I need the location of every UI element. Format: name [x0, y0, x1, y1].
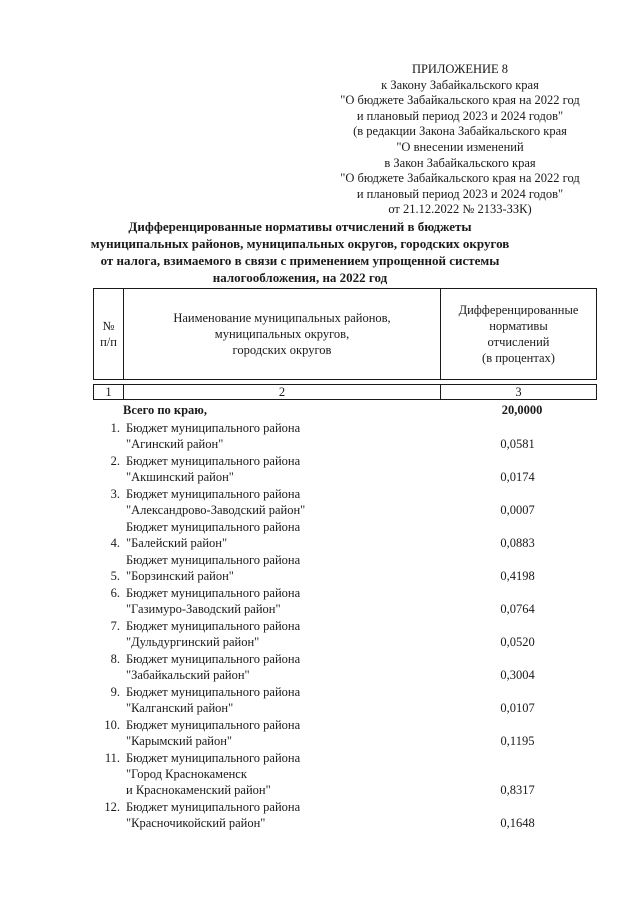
row-name-line: "Дульдургинский район"	[126, 635, 260, 649]
row-name	[126, 519, 436, 551]
table-row	[93, 684, 597, 716]
appendix-line: и плановый период 2023 и 2024 годов"	[356, 186, 564, 201]
table-row	[93, 453, 597, 485]
row-value: 0,1195	[500, 734, 535, 748]
column-numbering-row	[93, 384, 597, 400]
appendix-line: в Закон Забайкальского края	[384, 155, 536, 170]
row-value: 0,1648	[500, 816, 535, 830]
appendix-line: и плановый период 2023 и 2024 годов"	[356, 108, 564, 123]
header-text: нормативы	[489, 319, 548, 333]
row-name-line: "Газимуро-Заводский район"	[126, 602, 281, 616]
row-name-line: Бюджет муниципального района	[126, 487, 301, 501]
header-text: муниципальных округов,	[214, 327, 350, 341]
row-name-line: Бюджет муниципального района	[126, 520, 301, 534]
appendix-line: к Закону Забайкальского края	[381, 77, 539, 92]
table-header	[93, 288, 597, 380]
total-label: Всего по краю,	[123, 403, 207, 417]
row-number: 7.	[110, 619, 120, 633]
header-text: п/п	[100, 335, 117, 349]
row-value: 0,0174	[500, 470, 535, 484]
row-name-line: "Забайкальский район"	[126, 668, 250, 682]
row-number: 3.	[110, 487, 120, 501]
header-text: городских округов	[232, 343, 332, 357]
row-name	[126, 651, 436, 683]
row-name-line: "Агинский район"	[126, 437, 224, 451]
row-name-line: "Балейский район"	[126, 536, 228, 550]
row-value: 0,0764	[500, 602, 535, 616]
row-name-line: "Борзинский район"	[126, 569, 234, 583]
row-name	[126, 420, 436, 452]
row-name-line: "Калганский район"	[126, 701, 234, 715]
row-name	[126, 799, 436, 831]
table-row	[93, 585, 597, 617]
title-line: муниципальных районов, муниципальных округов, городских округов	[90, 236, 510, 251]
row-value: 0,0107	[500, 701, 535, 715]
title-line: налогообложения, на 2022 год	[212, 270, 388, 285]
row-name	[126, 453, 436, 485]
row-name-line: Бюджет муниципального района	[126, 751, 301, 765]
row-value: 0,0581	[500, 437, 535, 451]
row-number: 9.	[110, 685, 120, 699]
column-number: 2	[124, 385, 441, 399]
row-number: 11.	[104, 751, 120, 765]
row-name-line: Бюджет муниципального района	[126, 553, 301, 567]
table-row	[93, 717, 597, 749]
row-name	[126, 585, 436, 617]
row-number: 12.	[104, 800, 120, 814]
row-number: 2.	[110, 454, 120, 468]
column-number: 1	[94, 385, 124, 399]
row-name-line: "Город Краснокаменск	[126, 767, 247, 781]
row-value: 0,3004	[500, 668, 535, 682]
row-name-line: Бюджет муниципального района	[126, 619, 301, 633]
row-number: 6.	[110, 586, 120, 600]
header-text: Дифференцированные	[458, 303, 579, 317]
row-name-line: Бюджет муниципального района	[126, 454, 301, 468]
row-name-line: и Краснокаменский район"	[126, 783, 271, 797]
row-name-line: "Красночикойский район"	[126, 816, 266, 830]
header-number-column	[94, 289, 124, 379]
row-name	[126, 486, 436, 518]
row-name-line: "Карымский район"	[126, 734, 233, 748]
row-name	[126, 717, 436, 749]
row-name	[126, 618, 436, 650]
appendix-line: "О бюджете Забайкальского края на 2022 год	[340, 171, 580, 186]
column-number: 3	[515, 385, 522, 399]
document-title	[90, 218, 510, 286]
row-name-line: Бюджет муниципального района	[126, 586, 301, 600]
row-name-line: "Акшинский район"	[126, 470, 234, 484]
row-value: 0,0007	[500, 503, 535, 517]
title-line: от налога, взимаемого в связи с применением упрощенной системы	[100, 253, 500, 268]
total-row	[123, 403, 597, 419]
header-text: отчислений	[487, 335, 550, 349]
title-line: Дифференцированные нормативы отчислений в бюджеты	[128, 219, 472, 234]
row-name-line: Бюджет муниципального района	[126, 421, 301, 435]
header-text: №	[102, 319, 115, 333]
row-name	[126, 750, 436, 798]
appendix-line: "О бюджете Забайкальского края на 2022 год	[340, 93, 580, 108]
table-row	[93, 799, 597, 831]
row-value: 0,4198	[500, 569, 535, 583]
header-value-column	[441, 289, 596, 379]
row-number: 8.	[110, 652, 120, 666]
row-number: 5.	[110, 569, 120, 583]
table-row	[93, 651, 597, 683]
row-number: 10.	[104, 718, 120, 732]
table-row	[93, 618, 597, 650]
row-value: 0,0883	[500, 536, 535, 550]
appendix-line: (в редакции Закона Забайкальского края	[353, 124, 567, 139]
appendix-header	[300, 62, 620, 218]
table-row	[93, 552, 597, 584]
total-value: 20,0000	[501, 403, 543, 417]
row-name-line: Бюджет муниципального района	[126, 652, 301, 666]
appendix-line: "О внесении изменений	[396, 139, 524, 154]
row-name-line: Бюджет муниципального района	[126, 685, 301, 699]
table-row	[93, 420, 597, 452]
appendix-line: ПРИЛОЖЕНИЕ 8	[411, 62, 509, 76]
row-value: 0,8317	[500, 783, 535, 797]
row-name-line: "Александрово-Заводский район"	[126, 503, 306, 517]
row-name-line: Бюджет муниципального района	[126, 718, 301, 732]
row-name	[126, 552, 436, 584]
table-row	[93, 486, 597, 518]
appendix-line: от 21.12.2022 № 2133-ЗЗК)	[388, 202, 532, 217]
row-name-line: Бюджет муниципального района	[126, 800, 301, 814]
row-name	[126, 684, 436, 716]
row-number: 4.	[110, 536, 120, 550]
header-text: (в процентах)	[482, 351, 555, 365]
header-text: Наименование муниципальных районов,	[173, 311, 391, 325]
header-name-column	[124, 289, 441, 379]
table-row	[93, 750, 597, 798]
table-row	[93, 519, 597, 551]
row-value: 0,0520	[500, 635, 535, 649]
row-number: 1.	[110, 421, 120, 435]
